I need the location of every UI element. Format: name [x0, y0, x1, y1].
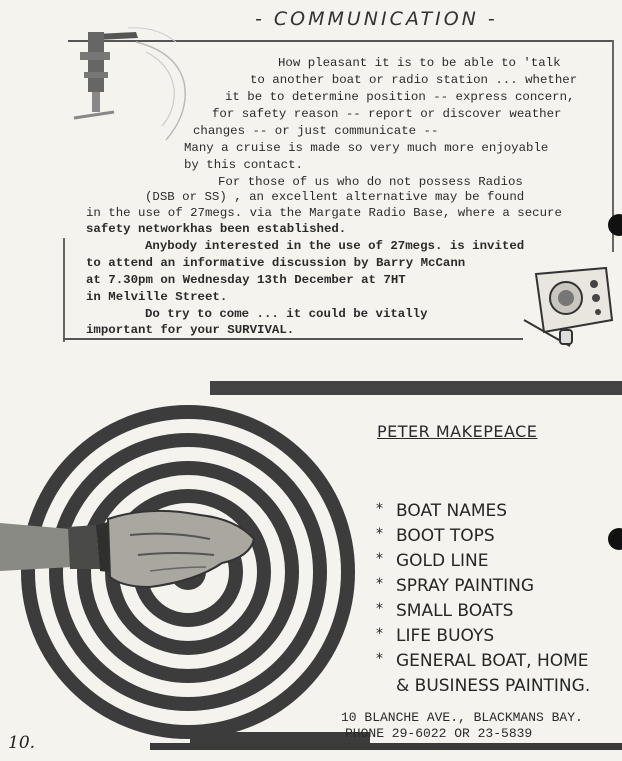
advertiser-name: PETER MAKEPEACE: [377, 422, 538, 441]
comm-line-1: How pleasant it is to be able to 'talk: [278, 56, 561, 70]
antenna-icon: [66, 22, 206, 152]
advertiser-address: 10 BLANCHE AVE., BLACKMANS BAY.: [341, 710, 583, 725]
binder-hole: [608, 214, 622, 236]
comm-line-15: in Melville Street.: [86, 290, 228, 304]
comm-line-14: at 7.30pm on Wednesday 13th December at 7HT: [86, 273, 406, 287]
comm-line-16: Do try to come ... it could be vitally: [145, 307, 428, 321]
comm-line-3: it be to determine position -- express concern,: [225, 90, 575, 104]
comm-line-7: by this contact.: [184, 158, 303, 172]
service-item: * SPRAY PAINTING: [376, 576, 535, 596]
advertiser-phone: PHONE 29-6022 OR 23-5839: [345, 726, 533, 741]
comm-line-8: For those of us who do not possess Radios: [218, 175, 523, 189]
comm-line-5: changes -- or just communicate --: [193, 124, 439, 138]
service-item: * BOAT NAMES: [376, 501, 508, 521]
ad-border-bottom: [150, 743, 622, 750]
box-border-left: [63, 238, 65, 342]
paintbrush-hand-icon: [0, 505, 260, 595]
comm-line-6: Many a cruise is made so very much more enjoyable: [184, 141, 549, 155]
comm-line-11: safety networkhas been established.: [86, 222, 347, 236]
service-item: * GOLD LINE: [376, 551, 489, 571]
service-item: * LIFE BUOYS: [376, 626, 495, 646]
comm-line-13: to attend an informative discussion by Barry McCann: [86, 256, 466, 270]
service-item-continuation: & BUSINESS PAINTING.: [396, 676, 591, 696]
service-item: * SMALL BOATS: [376, 601, 514, 621]
comm-line-17: important for your SURVIVAL.: [86, 323, 295, 337]
comm-line-9: (DSB or SS) , an excellent alternative may be found: [145, 190, 525, 204]
box-border-bottom: [63, 338, 523, 340]
radio-icon: [522, 262, 614, 348]
comm-line-4: for safety reason -- report or discover weather: [212, 107, 562, 121]
comm-line-12: Anybody interested in the use of 27megs. is invited: [145, 239, 525, 253]
binder-hole: [608, 528, 622, 550]
comm-line-10: in the use of 27megs. via the Margate Radio Base, where a secure: [86, 206, 562, 220]
comm-line-2: to another boat or radio station ... whether: [250, 73, 578, 87]
page-number: 10.: [8, 733, 36, 753]
communication-heading: - COMMUNICATION -: [255, 8, 498, 30]
service-item: * GENERAL BOAT, HOME: [376, 651, 589, 671]
service-item: * BOOT TOPS: [376, 526, 495, 546]
